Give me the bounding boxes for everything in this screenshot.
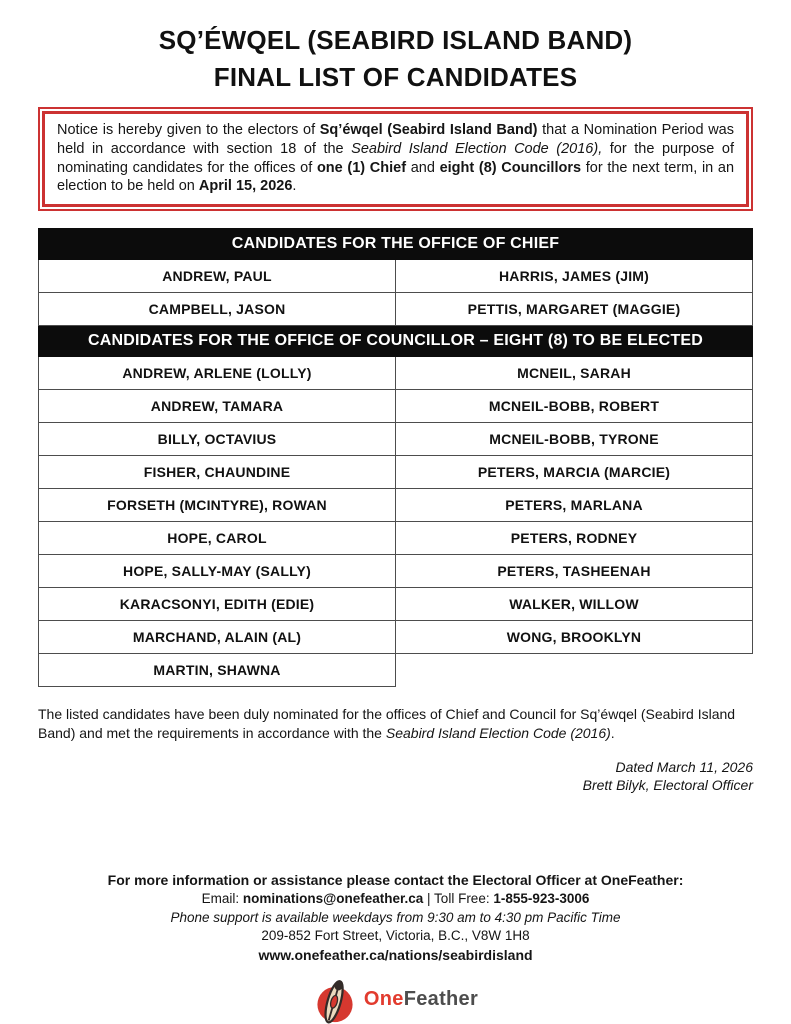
candidates-table: [38, 228, 753, 687]
candidate-name-cell: ANDREW, PAUL: [39, 260, 396, 293]
candidate-name-cell: ANDREW, TAMARA: [39, 390, 396, 423]
candidate-name-cell: WONG, BROOKLYN: [396, 621, 753, 654]
notice-box: [38, 107, 753, 211]
table-row: [39, 621, 753, 654]
table-row: [39, 423, 753, 456]
chief-rows: [39, 260, 753, 326]
brand-feather: Feather: [403, 987, 479, 1010]
table-row: [39, 522, 753, 555]
title-line-2: FINAL LIST OF CANDIDATES: [213, 61, 578, 92]
candidate-name-cell: WALKER, WILLOW: [396, 588, 753, 621]
footer-email-tollfree-line: Email: nominations@onefeather.ca | Toll Free: 1-855-923-3006: [201, 891, 590, 907]
candidate-name-cell: KARACSONYI, EDITH (EDIE): [39, 588, 396, 621]
candidate-name-cell: PETERS, MARCIA (MARCIE): [396, 456, 753, 489]
candidate-name-cell: HOPE, CAROL: [39, 522, 396, 555]
closing-paragraph: The listed candidates have been duly nominated for the offices of Chief and Council for Sq’éwqel (Seabird Island Band) and met the requirements in accordance with the Seabird Island Election Code (2016).: [38, 706, 736, 742]
table-row: [39, 489, 753, 522]
candidate-name-cell: BILLY, OCTAVIUS: [39, 423, 396, 456]
signoff-block: [38, 758, 753, 795]
candidate-name-cell: MCNEIL-BOBB, ROBERT: [396, 390, 753, 423]
footer-website-line: www.onefeather.ca/nations/seabirdisland: [258, 947, 533, 964]
footer-contact-line: For more information or assistance please contact the Electoral Officer at OneFeather:: [107, 871, 684, 888]
councillor-section-header: [39, 326, 753, 357]
table-row: [39, 456, 753, 489]
notice-box-inner: [42, 111, 749, 207]
title-line-1: SQ’ÉWQEL (SEABIRD ISLAND BAND): [158, 25, 633, 55]
brand-one: One: [363, 987, 404, 1010]
candidate-name-cell: FISHER, CHAUNDINE: [39, 456, 396, 489]
table-row: [39, 555, 753, 588]
candidate-name-cell: ANDREW, ARLENE (LOLLY): [39, 357, 396, 390]
table-row: [39, 588, 753, 621]
candidate-name-cell: MCNEIL, SARAH: [396, 357, 753, 390]
chief-section-header-body: [39, 229, 753, 260]
dated-line: Dated March 11, 2026: [615, 758, 753, 775]
table-row: [39, 390, 753, 423]
candidate-name-cell: FORSETH (MCINTYRE), ROWAN: [39, 489, 396, 522]
candidate-name-cell: MARTIN, SHAWNA: [39, 654, 396, 687]
candidate-name-cell: PETTIS, MARGARET (MAGGIE): [396, 293, 753, 326]
table-row: [39, 654, 753, 687]
footer-address-line: 209-852 Fort Street, Victoria, B.C., V8W 1H8: [261, 928, 530, 944]
candidate-name-cell: [396, 654, 753, 687]
candidate-name-cell: MCNEIL-BOBB, TYRONE: [396, 423, 753, 456]
onefeather-logo: [38, 974, 753, 1024]
candidate-name-cell: PETERS, MARLANA: [396, 489, 753, 522]
candidate-name-cell: HOPE, SALLY-MAY (SALLY): [39, 555, 396, 588]
document-title: [38, 22, 753, 96]
candidate-name-cell: PETERS, RODNEY: [396, 522, 753, 555]
chief-section-header-label: CANDIDATES FOR THE OFFICE OF CHIEF: [39, 229, 753, 260]
candidate-name-cell: MARCHAND, ALAIN (AL): [39, 621, 396, 654]
notice-text: Notice is hereby given to the electors of Sq’éwqel (Seabird Island Band) that a Nomination Period was held in accordance with section 18 of the Seabird Island Election Code (2016), for the purpose of nominating candidates for the offices of one (1) Chief and eight (8) Councillors for the next term, in an election to be held on April 15, 2026.: [57, 121, 735, 195]
candidate-name-cell: CAMPBELL, JASON: [39, 293, 396, 326]
table-row: [39, 293, 753, 326]
onefeather-brand-text: [364, 988, 478, 1011]
councillor-section-header-label: CANDIDATES FOR THE OFFICE OF COUNCILLOR – EIGHT (8) TO BE ELECTED: [39, 326, 753, 357]
footer-phone-support-line: Phone support is available weekdays from 9:30 am to 4:30 pm Pacific Time: [170, 909, 621, 925]
footer-contact-block: [38, 871, 753, 966]
chief-section-header: [39, 229, 753, 260]
table-row: [39, 357, 753, 390]
onefeather-feather-icon: [313, 974, 357, 1024]
councillor-section-header-body: [39, 326, 753, 357]
table-row: [39, 260, 753, 293]
electoral-officer-line: Brett Bilyk, Electoral Officer: [582, 777, 753, 794]
councillor-rows: [39, 357, 753, 687]
candidate-name-cell: PETERS, TASHEENAH: [396, 555, 753, 588]
candidate-name-cell: HARRIS, JAMES (JIM): [396, 260, 753, 293]
